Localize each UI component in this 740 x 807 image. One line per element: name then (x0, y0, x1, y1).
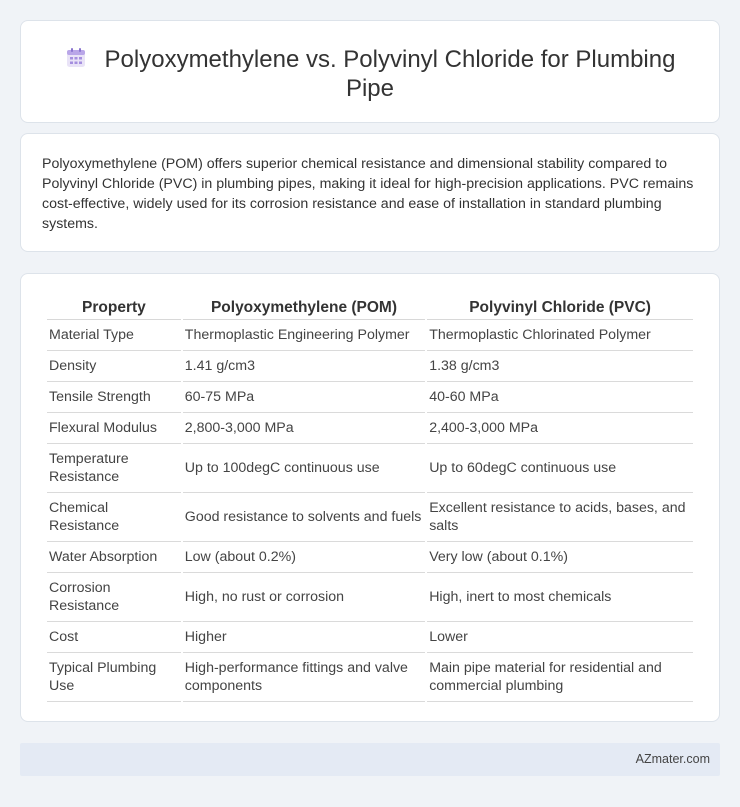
table-row (47, 542, 693, 573)
table-row (47, 653, 693, 702)
pom-cell: Low (about 0.2%) (183, 542, 425, 573)
table-row (47, 622, 693, 653)
footer-bar (20, 743, 720, 776)
footer-brand[interactable]: AZmater.com (635, 752, 710, 766)
table-row (47, 382, 693, 413)
header-pvc: Polyvinyl Chloride (PVC) (427, 294, 693, 320)
comparison-card (20, 273, 720, 722)
table-row (47, 351, 693, 382)
calendar-icon (65, 47, 87, 69)
header-property: Property (47, 294, 181, 320)
pom-cell: High, no rust or corrosion (183, 573, 425, 622)
pom-cell: Up to 100degC continuous use (183, 444, 425, 493)
property-cell: Chemical Resistance (47, 493, 181, 542)
pom-cell: Higher (183, 622, 425, 653)
property-cell: Corrosion Resistance (47, 573, 181, 622)
pom-cell: High-performance fittings and valve components (183, 653, 425, 702)
table-header-row (47, 294, 693, 320)
page-title (51, 45, 689, 103)
table-row (47, 413, 693, 444)
page-title-text: Polyoxymethylene vs. Polyvinyl Chloride for Plumbing Pipe (104, 46, 676, 102)
pom-cell: Thermoplastic Engineering Polymer (183, 320, 425, 351)
property-cell: Water Absorption (47, 542, 181, 573)
pvc-cell: High, inert to most chemicals (427, 573, 693, 622)
pvc-cell: Main pipe material for residential and commercial plumbing (427, 653, 693, 702)
summary-text: Polyoxymethylene (POM) offers superior chemical resistance and dimensional stability compared to Polyvinyl Chloride (PVC) in plumbing pipes, making it ideal for high-precision applications. PVC remains cost-effective, widely used for its corrosion resistance and ease of installation in standard plumbing systems. (42, 156, 694, 232)
table-row (47, 444, 693, 493)
pom-cell: Good resistance to solvents and fuels (183, 493, 425, 542)
title-card (20, 20, 720, 123)
property-cell: Cost (47, 622, 181, 653)
property-cell: Temperature Resistance (47, 444, 181, 493)
pom-cell: 1.41 g/cm3 (183, 351, 425, 382)
property-cell: Tensile Strength (47, 382, 181, 413)
property-cell: Density (47, 351, 181, 382)
pom-cell: 60-75 MPa (183, 382, 425, 413)
summary-card (20, 133, 720, 252)
comparison-table (45, 294, 695, 702)
pvc-cell: 2,400-3,000 MPa (427, 413, 693, 444)
table-row (47, 320, 693, 351)
pvc-cell: Excellent resistance to acids, bases, and salts (427, 493, 693, 542)
property-cell: Flexural Modulus (47, 413, 181, 444)
property-cell: Typical Plumbing Use (47, 653, 181, 702)
header-pom: Polyoxymethylene (POM) (183, 294, 425, 320)
pvc-cell: 1.38 g/cm3 (427, 351, 693, 382)
pom-cell: 2,800-3,000 MPa (183, 413, 425, 444)
pvc-cell: 40-60 MPa (427, 382, 693, 413)
pvc-cell: Up to 60degC continuous use (427, 444, 693, 493)
pvc-cell: Thermoplastic Chlorinated Polymer (427, 320, 693, 351)
pvc-cell: Lower (427, 622, 693, 653)
table-row (47, 573, 693, 622)
property-cell: Material Type (47, 320, 181, 351)
table-row (47, 493, 693, 542)
pvc-cell: Very low (about 0.1%) (427, 542, 693, 573)
